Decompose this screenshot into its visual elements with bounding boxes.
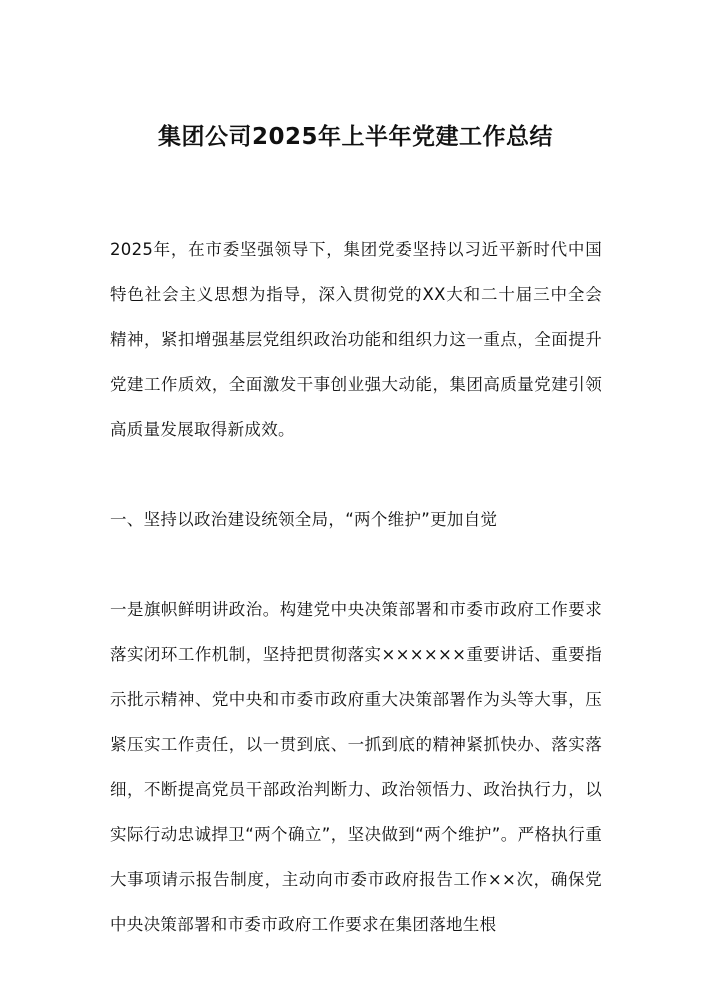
section-paragraph: 一是旗帜鲜明讲政治。构建党中央决策部署和市委市政府工作要求落实闭环工作机制，坚持把贯彻落实××××××重要讲话、重要指示批示精神、党中央和市委市政府重大决策部署作为头等大事，压紧压实工作责任，以一贯到底、一抓到底的精神紧抓快办、落实落细，不断提高党员干部政治判断力、政治领悟力、政治执行力，以实际行动忠诚捍卫“两个确立”，坚决做到“两个维护”。严格执行重大事项请示报告制度，主动向市委市政府报告工作××次，确保党中央决策部署和市委市政府工作要求在集团落地生根 [110, 600, 602, 934]
section-heading: 一、坚持以政治建设统领全局，“两个维护”更加自觉 [110, 510, 498, 529]
document-title: 集团公司2025年上半年党建工作总结 [157, 124, 553, 150]
document-body [110, 227, 602, 947]
intro-paragraph: 2025年，在市委坚强领导下，集团党委坚持以习近平新时代中国特色社会主义思想为指导，深入贯彻党的XX大和二十届三中全会精神，紧扣增强基层党组织政治功能和组织力这一重点，全面提升党建工作质效，全面激发干事创业强大动能，集团高质量党建引领高质量发展取得新成效。 [110, 240, 602, 439]
